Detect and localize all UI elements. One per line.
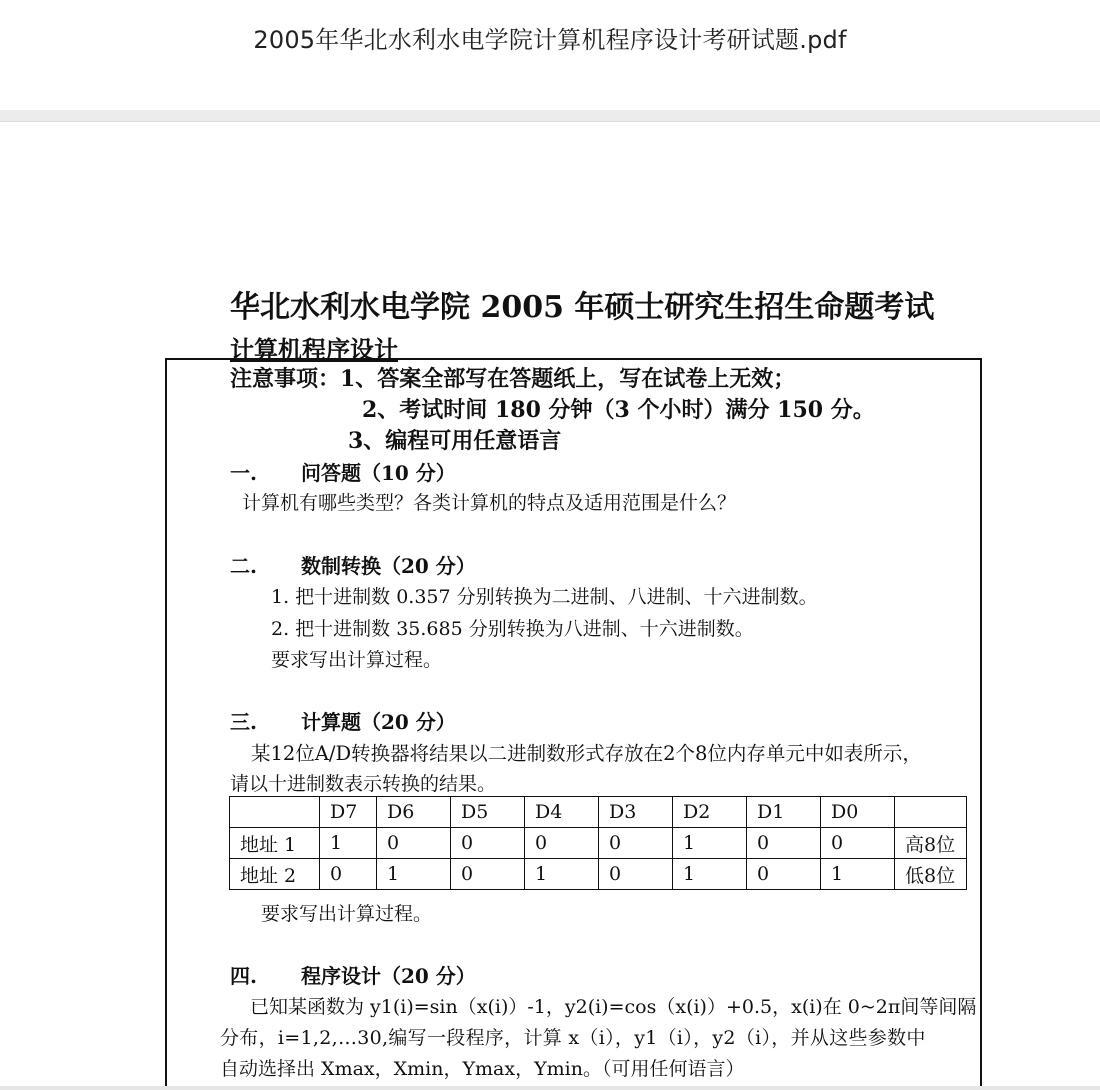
table-cell: 0: [451, 828, 525, 859]
section-4-line-3: 自动选择出 Xmax，Xmin，Ymax，Ymin。（可用任何语言）: [220, 1058, 745, 1080]
table-header-cell: [230, 797, 320, 828]
section-1-question: 计算机有哪些类型？各类计算机的特点及适用范围是什么？: [242, 492, 737, 514]
table-cell: 地址 2: [230, 859, 320, 890]
section-3-title: 计算题（20 分）: [301, 710, 456, 734]
table-row: [230, 828, 967, 859]
table-cell: 0: [377, 828, 451, 859]
table-cell: 1: [320, 828, 377, 859]
viewer-header: [0, 0, 1100, 110]
section-1-title: 问答题（10 分）: [301, 461, 456, 485]
table-header-cell: D6: [377, 797, 451, 828]
section-2-item-2: 2. 把十进制数 35.685 分别转换为八进制、十六进制数。: [271, 618, 754, 640]
notice-line-1: 注意事项：1、答案全部写在答题纸上，写在试卷上无效；: [230, 366, 796, 392]
exam-title: 华北水利水电学院 2005 年硕士研究生招生命题考试: [230, 290, 935, 325]
table-header-cell: D3: [599, 797, 673, 828]
table-header-row: [230, 797, 967, 828]
section-2-note: 要求写出计算过程。: [271, 649, 443, 671]
table-cell: 0: [599, 859, 673, 890]
table-cell: 0: [320, 859, 377, 890]
notice-line-3: 3、编程可用任意语言: [348, 428, 562, 454]
section-3-line-1: 某12位A/D转换器将结果以二进制数形式存放在2个8位内存单元中如表所示，: [251, 742, 922, 765]
file-name-title: 2005年华北水利水电学院计算机程序设计考研试题.pdf: [253, 26, 847, 54]
section-4-line-1: 已知某函数为 y1(i)=sin（x(i)）-1，y2(i)=cos（x(i)）+0.5，x(i)在 0~2π间等间隔: [250, 996, 977, 1018]
table-cell: 0: [821, 828, 895, 859]
section-4-title: 程序设计（20 分）: [301, 964, 476, 988]
table-cell: 地址 1: [230, 828, 320, 859]
table-cell: 0: [747, 828, 821, 859]
table-header-cell: [895, 797, 967, 828]
table-cell: 0: [599, 828, 673, 859]
table-cell: 高8位: [895, 828, 967, 859]
exam-frame: [165, 358, 982, 1090]
section-2-title: 数制转换（20 分）: [301, 554, 476, 578]
table-header-cell: D2: [673, 797, 747, 828]
table-header-cell: D7: [320, 797, 377, 828]
table-cell: 0: [747, 859, 821, 890]
table-cell: 1: [525, 859, 599, 890]
section-4-number: 四.: [230, 964, 257, 988]
table-header-cell: D4: [525, 797, 599, 828]
toolbar-divider: [0, 110, 1100, 122]
page-bottom-edge: [0, 1086, 1100, 1090]
table-header-cell: D5: [451, 797, 525, 828]
table-header-cell: D0: [821, 797, 895, 828]
register-table: [229, 796, 967, 890]
exam-subject: 计算机程序设计: [230, 335, 398, 364]
table-cell: 0: [525, 828, 599, 859]
section-3-number: 三.: [230, 710, 257, 734]
section-2-number: 二.: [230, 554, 257, 578]
section-3-note: 要求写出计算过程。: [261, 903, 433, 925]
table-cell: 1: [673, 828, 747, 859]
section-2-item-1: 1. 把十进制数 0.357 分别转换为二进制、八进制、十六进制数。: [271, 586, 818, 608]
table-cell: 低8位: [895, 859, 967, 890]
table-cell: 1: [377, 859, 451, 890]
table-cell: 0: [451, 859, 525, 890]
pdf-page[interactable]: [0, 122, 1100, 1090]
table-cell: 1: [821, 859, 895, 890]
table-row: [230, 859, 967, 890]
table-cell: 1: [673, 859, 747, 890]
section-3-line-2: 请以十进制数表示转换的结果。: [230, 773, 497, 795]
notice-line-2: 2、考试时间 180 分钟（3 个小时）满分 150 分。: [362, 397, 875, 423]
section-4-line-2: 分布，i=1,2,…30,编写一段程序，计算 x（i），y1（i），y2（i），并从这些参数中: [220, 1027, 926, 1049]
section-1-number: 一.: [230, 461, 257, 485]
table-header-cell: D1: [747, 797, 821, 828]
